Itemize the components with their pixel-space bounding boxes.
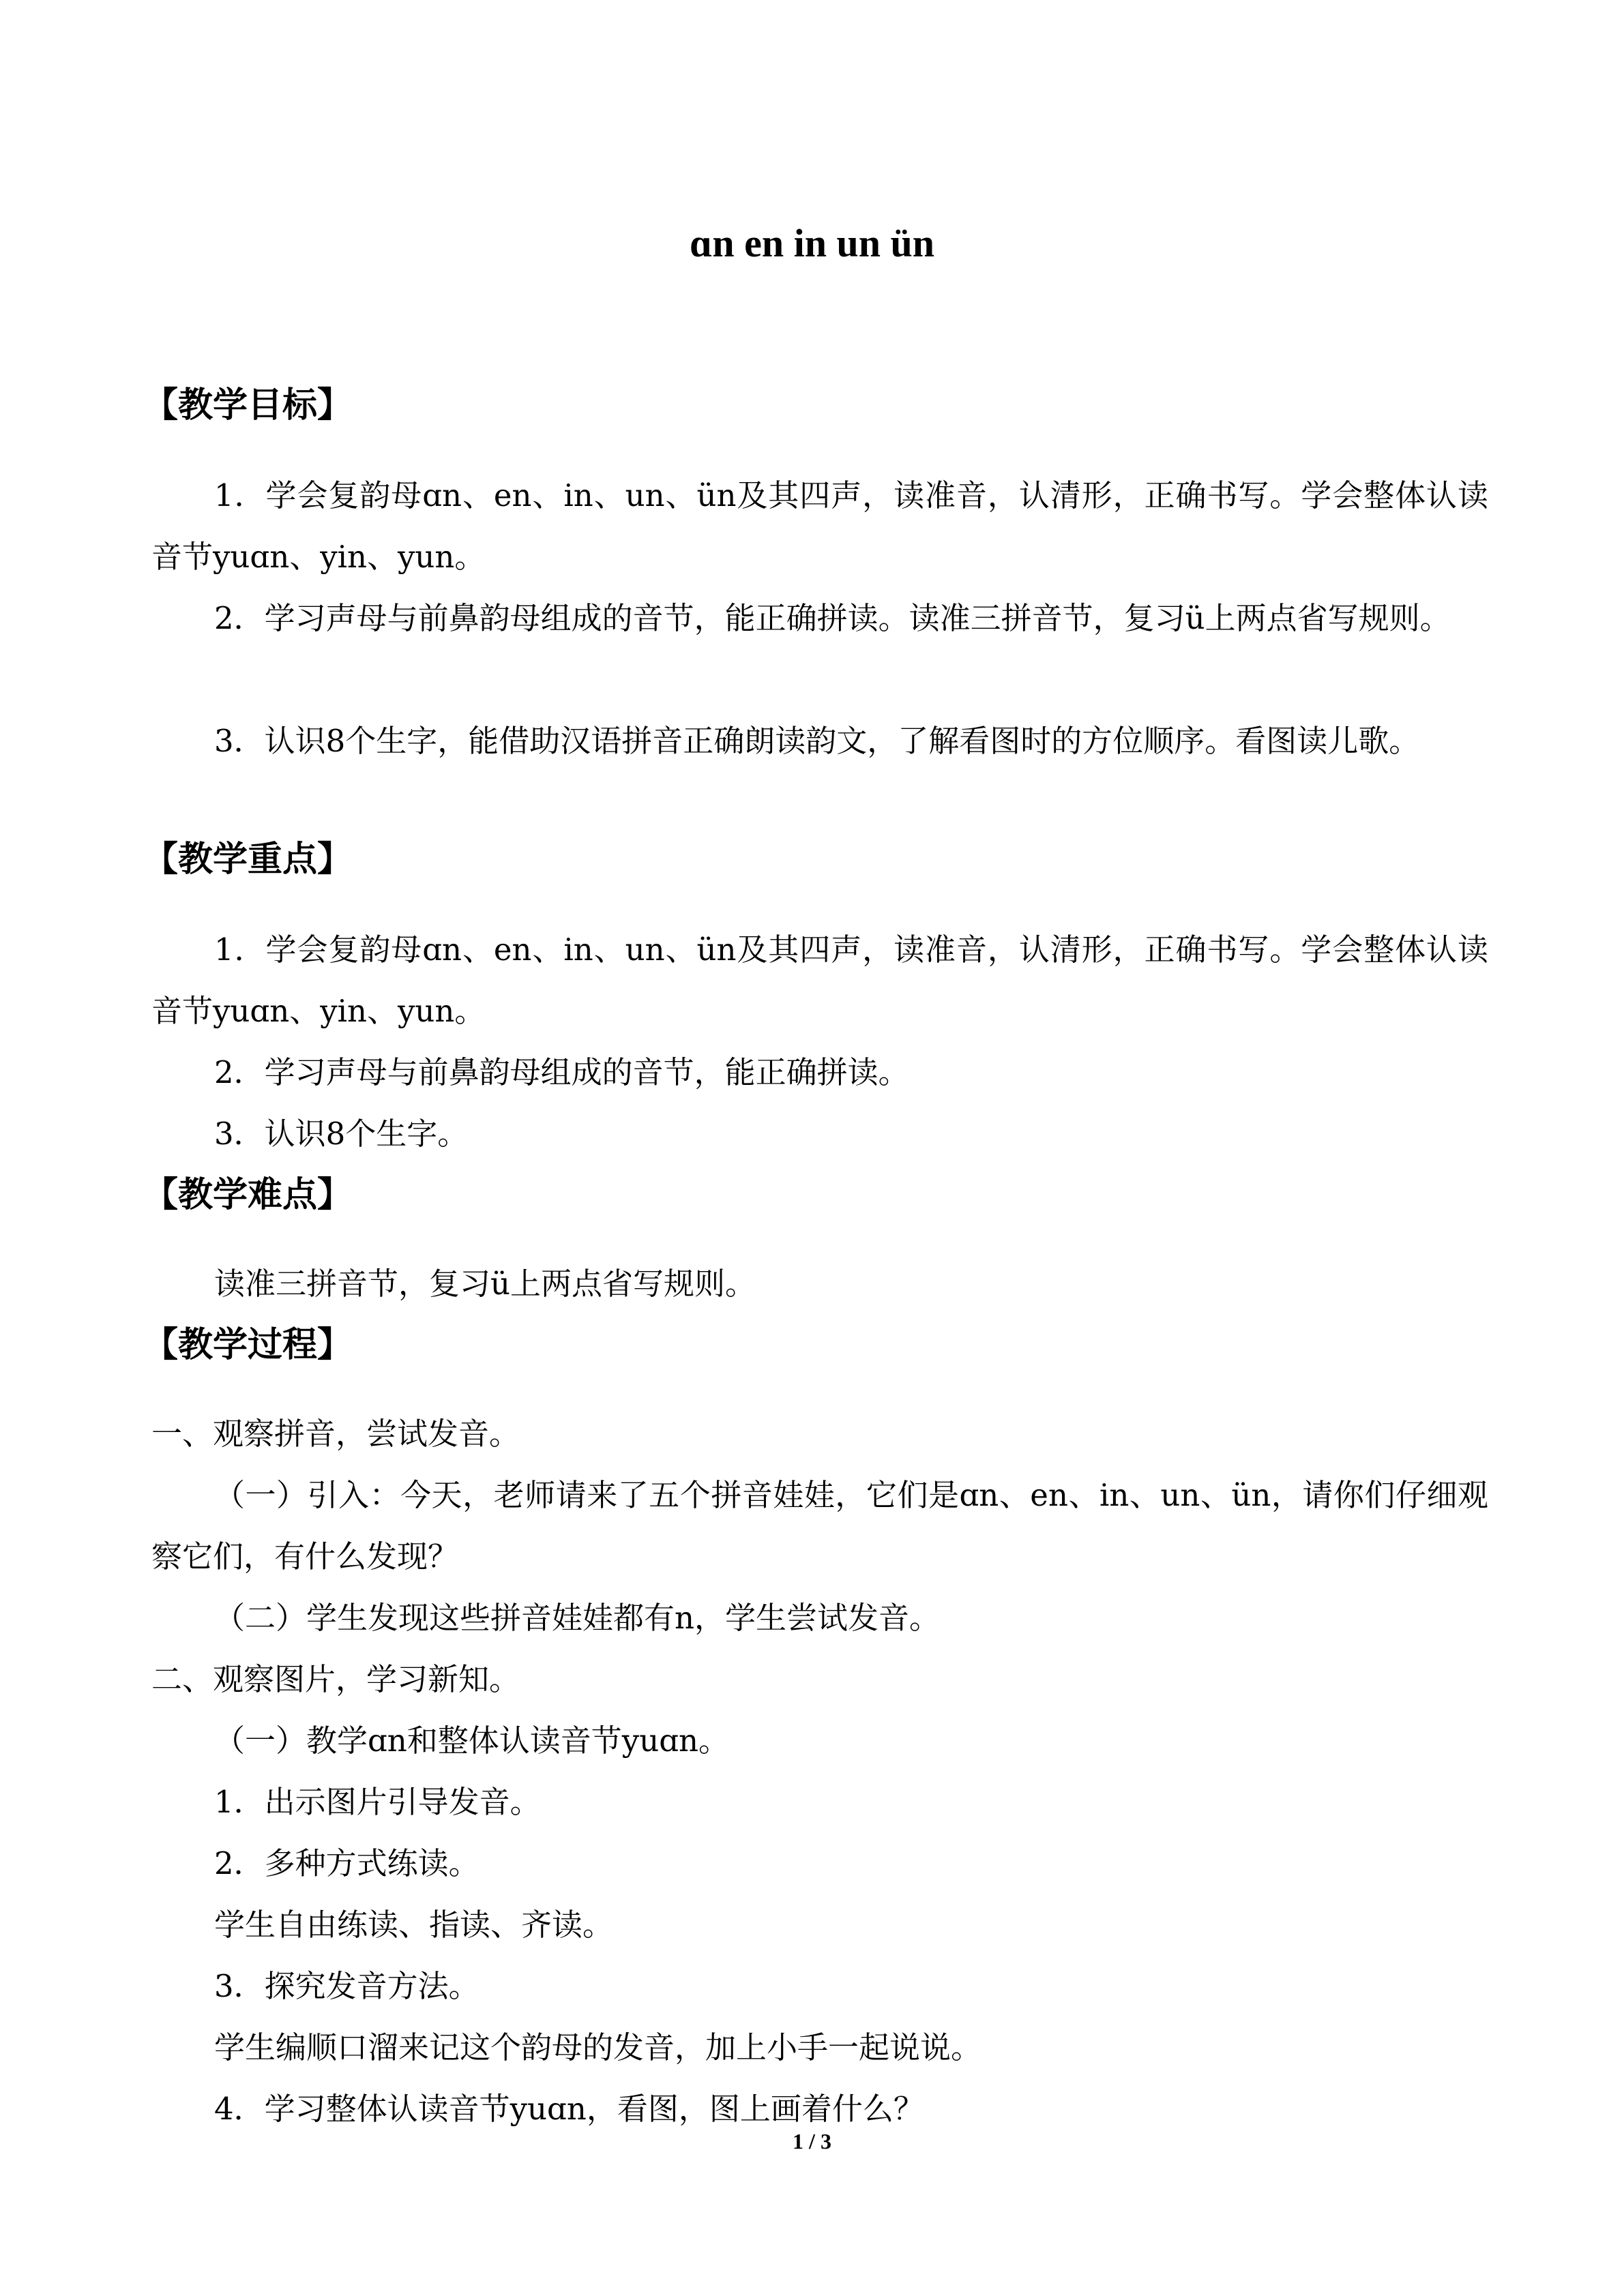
process-step-2: 2．多种方式练读。 [214, 1845, 479, 1881]
process-section-1-title: 一、观察拼音，尝试发音。 [151, 1416, 520, 1452]
process-section-2-title: 二、观察图片，学习新知。 [151, 1661, 520, 1697]
objectives-heading: 【教学目标】 [143, 385, 353, 426]
key-point-item-3: 3．认识8个生字。 [214, 1116, 469, 1152]
page-number: 1 / 3 [793, 2129, 831, 2153]
process-step-1: 1．出示图片引导发音。 [214, 1784, 541, 1820]
process-section-2-subsection-1: （一）教学ɑn和整体认读音节yuɑn。 [214, 1723, 729, 1759]
key-point-item-2: 2．学习声母与前鼻韵母组成的音节，能正确拼读。 [214, 1054, 909, 1090]
process-step-3-detail: 学生编顺口溜来记这个韵母的发音，加上小手一起说说。 [214, 2029, 982, 2066]
process-section-1-paragraph-1: （一）引入：今天，老师请来了五个拼音娃娃，它们是ɑn、en、in、un、ün，请你们仔细观察它们，有什么发现？ [151, 1477, 1488, 1575]
process-step-3: 3．探究发音方法。 [214, 1968, 479, 2004]
document-title: ɑn en in un ün [690, 221, 934, 265]
objective-item-3: 3．认识8个生字，能借助汉语拼音正确朗读韵文，了解看图时的方位顺序。看图读儿歌。 [214, 723, 1420, 759]
difficulty-item-1: 读准三拼音节，复习ü上两点省写规则。 [214, 1266, 756, 1302]
process-section-1-paragraph-2: （二）学生发现这些拼音娃娃都有n，学生尝试发音。 [214, 1600, 940, 1636]
key-point-item-1: 1．学会复韵母ɑn、en、in、un、ün及其四声，读准音，认清形，正确书写。学会整体认读音节yuɑn、yin、yun。 [151, 931, 1488, 1029]
process-step-4: 4．学习整体认读音节yuɑn，看图，图上画着什么？ [214, 2091, 924, 2127]
difficulties-heading: 【教学难点】 [143, 1175, 353, 1215]
objective-item-1: 1．学会复韵母ɑn、en、in、un、ün及其四声，读准音，认清形，正确书写。学会整体认读音节yuɑn、yin、yun。 [151, 477, 1488, 575]
process-heading: 【教学过程】 [143, 1325, 353, 1365]
process-step-2-detail: 学生自由练读、指读、齐读。 [214, 1907, 614, 1943]
objective-item-2: 2．学习声母与前鼻韵母组成的音节，能正确拼读。读准三拼音节，复习ü上两点省写规则。 [214, 600, 1451, 636]
key-points-heading: 【教学重点】 [143, 839, 353, 880]
